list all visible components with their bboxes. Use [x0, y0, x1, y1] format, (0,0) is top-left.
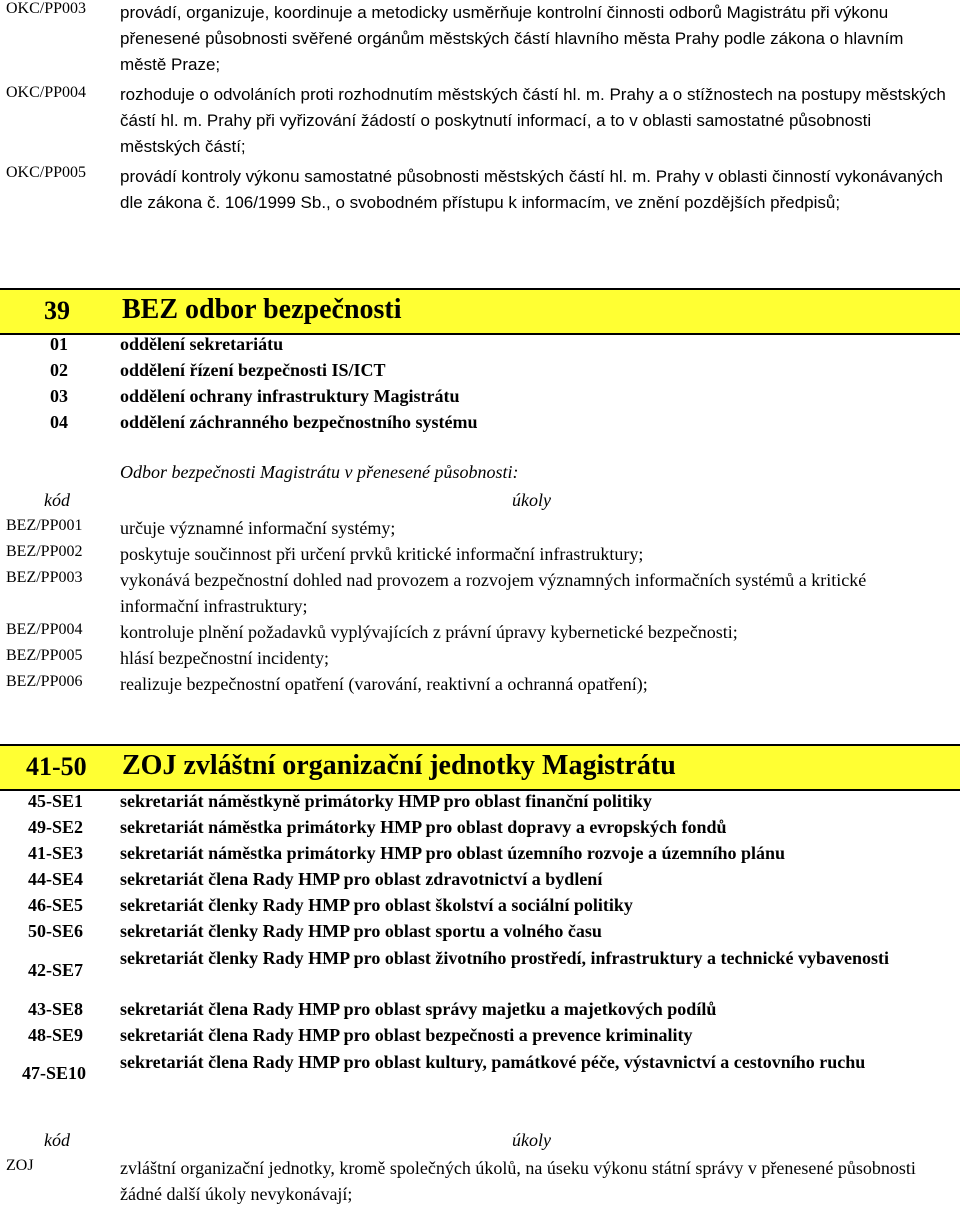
unit-name: sekretariát člena Rady HMP pro oblast bezpečnosti a prevence kriminality [120, 1025, 693, 1045]
task-code: BEZ/PP005 [6, 647, 83, 664]
task-code-okc-pp005: OKC/PP005 [6, 164, 87, 181]
unit-name: sekretariát členky Rady HMP pro oblast sportu a volného času [120, 921, 602, 941]
department-number: 03 [50, 386, 68, 406]
task-code: BEZ/PP001 [6, 517, 83, 534]
unit-name: sekretariát členky Rady HMP pro oblast školství a sociální politiky [120, 895, 633, 915]
column-header-code: kód [44, 1130, 70, 1150]
column-header-tasks: úkoly [512, 1130, 551, 1150]
unit-code: 41-SE3 [28, 843, 84, 863]
unit-name: sekretariát náměstkyně primátorky HMP pro oblast finanční politiky [120, 791, 652, 811]
task-code-okc-pp004: OKC/PP004 [6, 84, 87, 101]
task-text: kontroluje plnění požadavků vyplývajících z právní úpravy kybernetické bezpečnosti; [120, 622, 738, 642]
unit-code: 43-SE8 [28, 999, 84, 1019]
task-text-okc-pp004: rozhoduje o odvoláních proti rozhodnutím městských částí hl. m. Prahy a o stížnostech na postupy městských částí hl. m. Prahy při vyřizování žádostí o poskytnutí informací, a to v oblasti samostatné působnosti městských částí; [120, 85, 946, 156]
section-subtitle: Odbor bezpečnosti Magistrátu v přenesené působnosti: [120, 462, 519, 482]
column-header-code: kód [44, 490, 70, 510]
task-text: poskytuje součinnost při určení prvků kritické informační infrastruktury; [120, 544, 644, 564]
unit-code: 50-SE6 [28, 921, 84, 941]
task-code: BEZ/PP003 [6, 569, 83, 586]
department-name: oddělení řízení bezpečnosti IS/ICT [120, 360, 386, 380]
unit-name: sekretariát člena Rady HMP pro oblast kultury, památkové péče, výstavnictví a cestovního ruchu [120, 1052, 866, 1072]
unit-code: 45-SE1 [28, 791, 84, 811]
section-title: BEZ odbor bezpečnosti [122, 294, 402, 325]
column-header-tasks: úkoly [512, 490, 551, 510]
task-text: realizuje bezpečnostní opatření (varování, reaktivní a ochranná opatření); [120, 674, 648, 694]
task-code-okc-pp003: OKC/PP003 [6, 0, 87, 17]
unit-name: sekretariát člena Rady HMP pro oblast správy majetku a majetkových podílů [120, 999, 717, 1019]
unit-code: 44-SE4 [28, 869, 84, 889]
unit-code: 46-SE5 [28, 895, 84, 915]
department-number: 04 [50, 412, 68, 432]
section-number: 39 [44, 296, 70, 325]
department-name: oddělení sekretariátu [120, 334, 284, 354]
task-text-okc-pp003: provádí, organizuje, koordinuje a metodicky usměrňuje kontrolní činnosti odborů Magistrátu při výkonu přenesené působnosti svěřené orgánům městských částí hlavního města Prahy podle zákona o hlavním městě Praze; [120, 3, 904, 74]
unit-name: sekretariát náměstka primátorky HMP pro oblast dopravy a evropských fondů [120, 817, 727, 837]
unit-name: sekretariát člena Rady HMP pro oblast zdravotnictví a bydlení [120, 869, 603, 889]
task-code: BEZ/PP004 [6, 621, 83, 638]
department-number: 02 [50, 360, 68, 380]
task-code: BEZ/PP006 [6, 673, 83, 690]
unit-code: 47-SE10 [22, 1063, 87, 1083]
unit-name: sekretariát členky Rady HMP pro oblast životního prostředí, infrastruktury a technické vybavenosti [120, 948, 889, 968]
task-text: určuje významné informační systémy; [120, 518, 396, 538]
task-text: hlásí bezpečnostní incidenty; [120, 648, 329, 668]
department-number: 01 [50, 334, 68, 354]
unit-name: sekretariát náměstka primátorky HMP pro oblast územního rozvoje a územního plánu [120, 843, 785, 863]
section-title: ZOJ zvláštní organizační jednotky Magistrátu [122, 750, 676, 781]
unit-code: 48-SE9 [28, 1025, 84, 1045]
task-text: zvláštní organizační jednotky, kromě společných úkolů, na úseku výkonu státní správy v přenesené působnosti žádné další úkoly nevykonávají; [120, 1158, 916, 1204]
task-code: ZOJ [6, 1157, 34, 1174]
department-name: oddělení ochrany infrastruktury Magistrátu [120, 386, 460, 406]
unit-code: 49-SE2 [28, 817, 84, 837]
task-text-okc-pp005: provádí kontroly výkonu samostatné působnosti městských částí hl. m. Prahy v oblasti činností vykonávaných dle zákona č. 106/1999 Sb., o svobodném přístupu k informacím, ve znění pozdějších předpisů; [120, 167, 943, 212]
department-name: oddělení záchranného bezpečnostního systému [120, 412, 478, 432]
unit-code: 42-SE7 [28, 960, 84, 980]
task-code: BEZ/PP002 [6, 543, 83, 560]
section-number: 41-50 [26, 752, 87, 781]
task-text: vykonává bezpečnostní dohled nad provozem a rozvojem významných informačních systémů a kritické informační infrastruktury; [120, 570, 867, 616]
